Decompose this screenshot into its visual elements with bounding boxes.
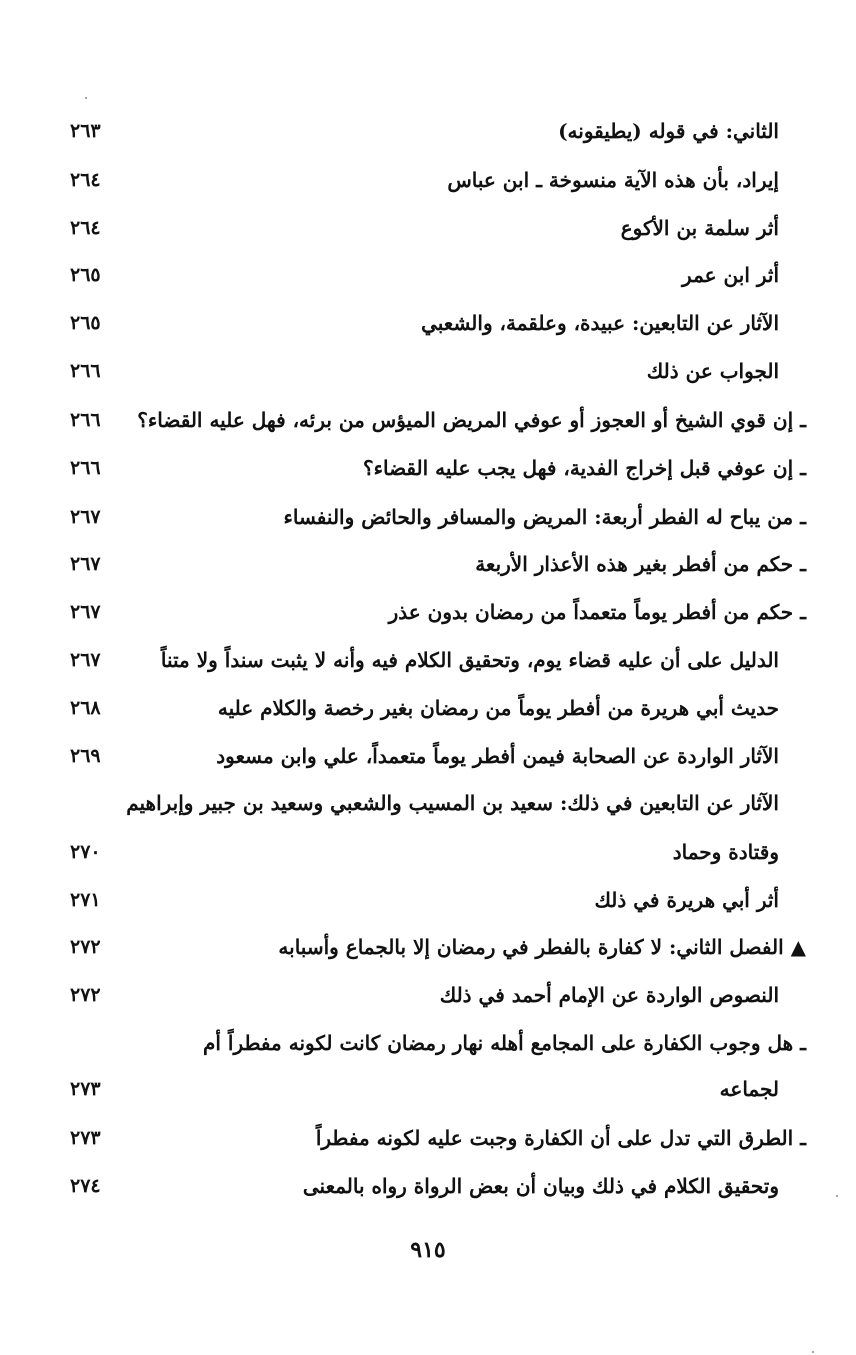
entry-text: ▲ الفصل الثاني: لا كفارة بالفطر في رمضان إلا بالجماع وأسبابه	[278, 935, 806, 959]
page-ref: ٢٧٣	[70, 1078, 101, 1100]
index-row	[0, 1166, 856, 1206]
entry-text: ـ حكم من أفطر بغير هذه الأعذار الأربعة	[475, 552, 806, 576]
index-row	[0, 400, 856, 440]
page-ref: ٢٦٩	[70, 745, 101, 767]
page-ref: ٢٦٦	[70, 409, 101, 431]
scan-speck	[812, 1351, 814, 1353]
page-ref: ٢٦٥	[70, 264, 101, 286]
page-ref: ٢٦٨	[70, 697, 101, 719]
entry-text: ـ إن عوفي قبل إخراج الفدية، فهل يجب عليه القضاء؟	[362, 456, 806, 480]
entry-text: إيراد، بأن هذه الآية منسوخة ـ ابن عباس	[447, 168, 779, 192]
index-row	[0, 448, 856, 488]
index-row	[0, 160, 856, 200]
entry-text: الآثار عن التابعين: عبيدة، وعلقمة، والشعبي	[421, 311, 779, 335]
page-ref: ٢٧٤	[70, 1175, 101, 1197]
page-ref: ٢٧٢	[70, 984, 101, 1006]
index-row	[0, 497, 856, 537]
page-ref: ٢٧٠	[70, 841, 101, 863]
index-row	[0, 927, 856, 967]
page-ref: ٢٦٧	[70, 601, 101, 623]
entry-text: الدليل على أن عليه قضاء يوم، وتحقيق الكلام فيه وأنه لا يثبت سنداً ولا متناً	[160, 648, 779, 672]
index-row	[0, 736, 856, 776]
index-row	[0, 832, 856, 872]
index-row	[0, 1069, 856, 1109]
index-row	[0, 255, 856, 295]
entry-text: أثر ابن عمر	[682, 263, 779, 287]
entry-text: الآثار عن التابعين في ذلك: سعيد بن المسيب والشعبي وسعيد بن جبير وإبراهيم	[126, 791, 779, 815]
index-row	[0, 111, 856, 151]
page-ref: ٢٦٦	[70, 457, 101, 479]
page-ref: ٢٧٣	[70, 1127, 101, 1149]
entry-text: أثر سلمة بن الأكوع	[620, 216, 779, 240]
index-row	[0, 1118, 856, 1158]
scan-speck	[85, 97, 87, 99]
index-row	[0, 351, 856, 391]
entry-text: لجماعه	[719, 1077, 779, 1101]
entry-text: أثر أبي هريرة في ذلك	[594, 888, 779, 912]
scan-speck	[836, 1195, 838, 1197]
page-ref: ٢٧١	[70, 889, 101, 911]
page-ref: ٢٦٥	[70, 312, 101, 334]
index-row	[0, 688, 856, 728]
page-ref: ٢٦٦	[70, 360, 101, 382]
entry-text: ـ حكم من أفطر يوماً متعمداً من رمضان بدون عذر	[388, 600, 806, 624]
entry-text: الآثار الواردة عن الصحابة فيمن أفطر يوماً متعمداً، علي وابن مسعود	[216, 744, 779, 768]
entry-text: ـ الطرق التي تدل على أن الكفارة وجبت عليه لكونه مفطراً	[315, 1126, 806, 1150]
index-row	[0, 783, 856, 823]
page-ref: ٢٦٤	[70, 217, 101, 239]
page-ref: ٢٦٤	[70, 169, 101, 191]
page-ref: ٢٧٢	[70, 936, 101, 958]
index-row	[0, 975, 856, 1015]
index-row	[0, 544, 856, 584]
page-ref: ٢٦٧	[70, 553, 101, 575]
entry-text: حديث أبي هريرة من أفطر يوماً من رمضان بغير رخصة والكلام عليه	[217, 696, 779, 720]
page-ref: ٢٦٧	[70, 506, 101, 528]
index-row	[0, 303, 856, 343]
index-row	[0, 208, 856, 248]
entry-text: ـ هل وجوب الكفارة على المجامع أهله نهار رمضان كانت لكونه مفطراً أم	[203, 1031, 806, 1055]
index-row	[0, 880, 856, 920]
entry-text: ـ من يباح له الفطر أربعة: المريض والمسافر والحائض والنفساء	[283, 505, 806, 529]
entry-text: الثاني: في قوله (يطيقونه)	[558, 119, 779, 143]
index-row	[0, 640, 856, 680]
index-row	[0, 592, 856, 632]
page-ref: ٢٦٧	[70, 649, 101, 671]
entry-text: النصوص الواردة عن الإمام أحمد في ذلك	[439, 983, 779, 1007]
entry-text: الجواب عن ذلك	[646, 359, 779, 383]
entry-text: ـ إن قوي الشيخ أو العجوز أو عوفي المريض الميؤس من برئه، فهل عليه القضاء؟	[137, 408, 806, 432]
page-number: ٩١٥	[410, 1237, 446, 1263]
page-ref: ٢٦٣	[70, 120, 101, 142]
entry-text: وقتادة وحماد	[672, 840, 779, 864]
index-row	[0, 1023, 856, 1063]
entry-text: وتحقيق الكلام في ذلك وبيان أن بعض الرواة رواه بالمعنى	[302, 1174, 779, 1198]
